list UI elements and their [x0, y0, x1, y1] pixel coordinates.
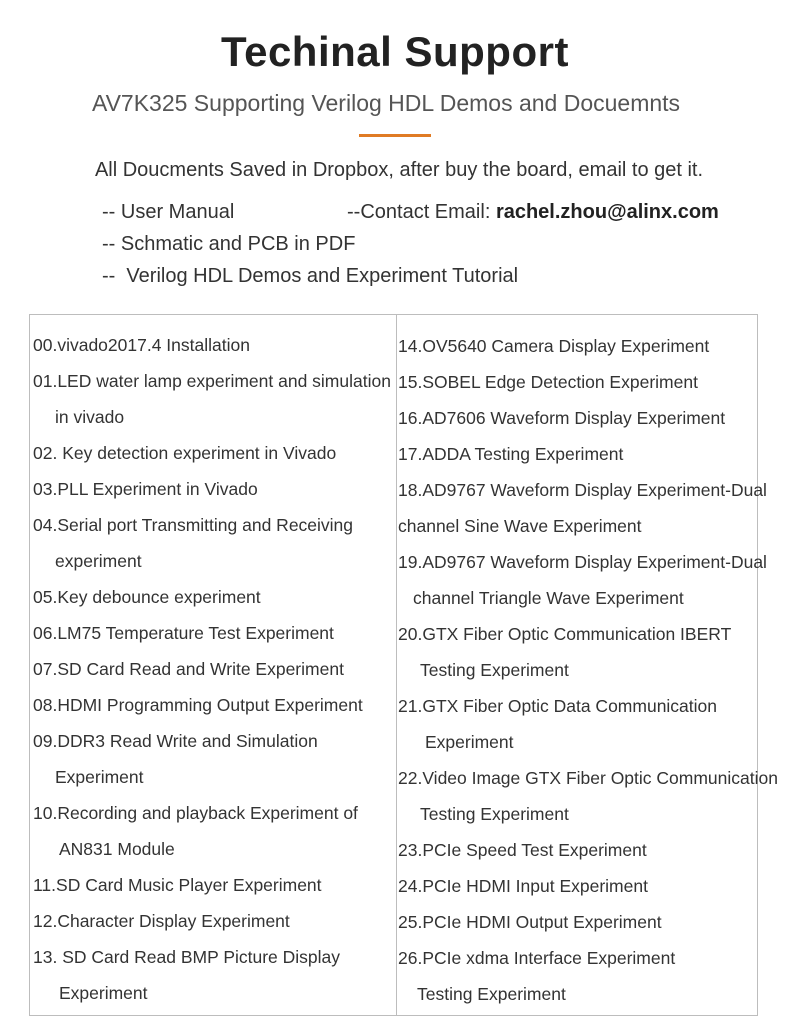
experiment-item — [33, 471, 393, 507]
experiment-item — [398, 904, 758, 940]
experiment-title-continued: Testing Experiment — [420, 804, 569, 824]
contact-label: --Contact Email: — [347, 201, 496, 223]
experiment-title: 06.LM75 Temperature Test Experiment — [33, 623, 334, 643]
experiment-item — [398, 760, 778, 832]
experiment-title-continued: Testing Experiment — [417, 984, 566, 1004]
experiment-item — [398, 832, 758, 868]
experiment-title: 14.OV5640 Camera Display Experiment — [398, 336, 710, 356]
bullet-verilog-demos: -- Verilog HDL Demos and Experiment Tutorial — [102, 265, 519, 287]
experiment-list-right — [398, 328, 778, 1012]
experiment-item — [398, 364, 758, 400]
experiment-title: 10.Recording and playback Experiment of — [33, 803, 358, 823]
experiment-title: 26.PCIe xdma Interface Experiment — [398, 948, 676, 968]
experiment-item — [33, 795, 393, 867]
experiment-title: 00.vivado2017.4 Installation — [33, 335, 250, 355]
experiment-table — [29, 314, 778, 1016]
experiment-title: 04.Serial port Transmitting and Receiving — [33, 515, 354, 535]
experiment-title: 19.AD9767 Waveform Display Experiment-Dual — [398, 552, 767, 572]
experiment-title: 13. SD Card Read BMP Picture Display — [33, 947, 341, 967]
experiment-title: 15.SOBEL Edge Detection Experiment — [398, 372, 698, 392]
experiment-item — [33, 939, 393, 1011]
column-divider — [396, 315, 397, 1015]
experiment-item — [33, 651, 393, 687]
experiment-list-left — [33, 327, 393, 1011]
experiment-title-continued: channel Sine Wave Experiment — [398, 516, 642, 536]
experiment-title-continued: Testing Experiment — [420, 660, 569, 680]
bullet-schematic-pcb: -- Schmatic and PCB in PDF — [102, 233, 356, 255]
experiment-item — [33, 687, 393, 723]
experiment-title: 07.SD Card Read and Write Experiment — [33, 659, 344, 679]
experiment-title-continued: in vivado — [55, 407, 125, 427]
experiment-title-continued: experiment — [55, 551, 142, 571]
experiment-item — [398, 400, 758, 436]
experiment-title: 24.PCIe HDMI Input Experiment — [398, 876, 648, 896]
experiment-title-continued: Experiment — [55, 767, 144, 787]
experiment-item — [33, 507, 393, 579]
experiment-title: 11.SD Card Music Player Experiment — [33, 875, 322, 895]
experiment-item — [398, 436, 758, 472]
experiment-title-continued: Experiment — [425, 732, 514, 752]
experiment-title-continued: AN831 Module — [59, 839, 175, 859]
experiment-title: 12.Character Display Experiment — [33, 911, 290, 931]
experiment-item — [398, 868, 758, 904]
experiment-title: 21.GTX Fiber Optic Data Communication — [398, 696, 718, 716]
experiment-item — [33, 435, 393, 471]
experiment-title: 01.LED water lamp experiment and simulation — [33, 371, 391, 391]
experiment-title: 22.Video Image GTX Fiber Optic Communication — [398, 768, 778, 788]
contact-email: rachel.zhou@alinx.com — [495, 201, 719, 223]
experiment-title: 23.PCIe Speed Test Experiment — [398, 840, 647, 860]
experiment-item — [398, 472, 767, 544]
experiment-title: 17.ADDA Testing Experiment — [398, 444, 624, 464]
experiment-title: 03.PLL Experiment in Vivado — [33, 479, 258, 499]
bullet-user-manual: -- User Manual — [102, 201, 235, 223]
experiment-title: 25.PCIe HDMI Output Experiment — [398, 912, 662, 932]
experiment-title: 20.GTX Fiber Optic Communication IBERT — [398, 624, 732, 644]
experiment-item — [398, 544, 767, 616]
page-title: Techinal Support — [221, 28, 569, 75]
experiment-item — [33, 327, 393, 363]
experiment-item — [398, 328, 758, 364]
experiment-item — [33, 867, 393, 903]
experiment-item — [33, 363, 393, 435]
experiment-item — [33, 723, 393, 795]
accent-divider — [359, 134, 431, 137]
experiment-item — [33, 615, 393, 651]
experiment-item — [33, 579, 393, 615]
experiment-title: 16.AD7606 Waveform Display Experiment — [398, 408, 726, 428]
experiment-title-continued: Experiment — [59, 983, 148, 1003]
experiment-item — [398, 940, 758, 1012]
intro-text: All Doucments Saved in Dropbox, after buy the board, email to get it. — [94, 159, 704, 181]
contact-info — [347, 201, 719, 224]
experiment-item — [398, 688, 758, 760]
experiment-title: 09.DDR3 Read Write and Simulation — [33, 731, 318, 751]
experiment-item — [33, 903, 393, 939]
page-subtitle: AV7K325 Supporting Verilog HDL Demos and Docuemnts — [91, 90, 681, 116]
experiment-title: 05.Key debounce experiment — [33, 587, 261, 607]
experiment-title: 08.HDMI Programming Output Experiment — [33, 695, 363, 715]
experiment-item — [398, 616, 758, 688]
experiment-title: 02. Key detection experiment in Vivado — [33, 443, 337, 463]
experiment-title: 18.AD9767 Waveform Display Experiment-Dual — [398, 480, 767, 500]
experiment-title-continued: channel Triangle Wave Experiment — [413, 588, 684, 608]
